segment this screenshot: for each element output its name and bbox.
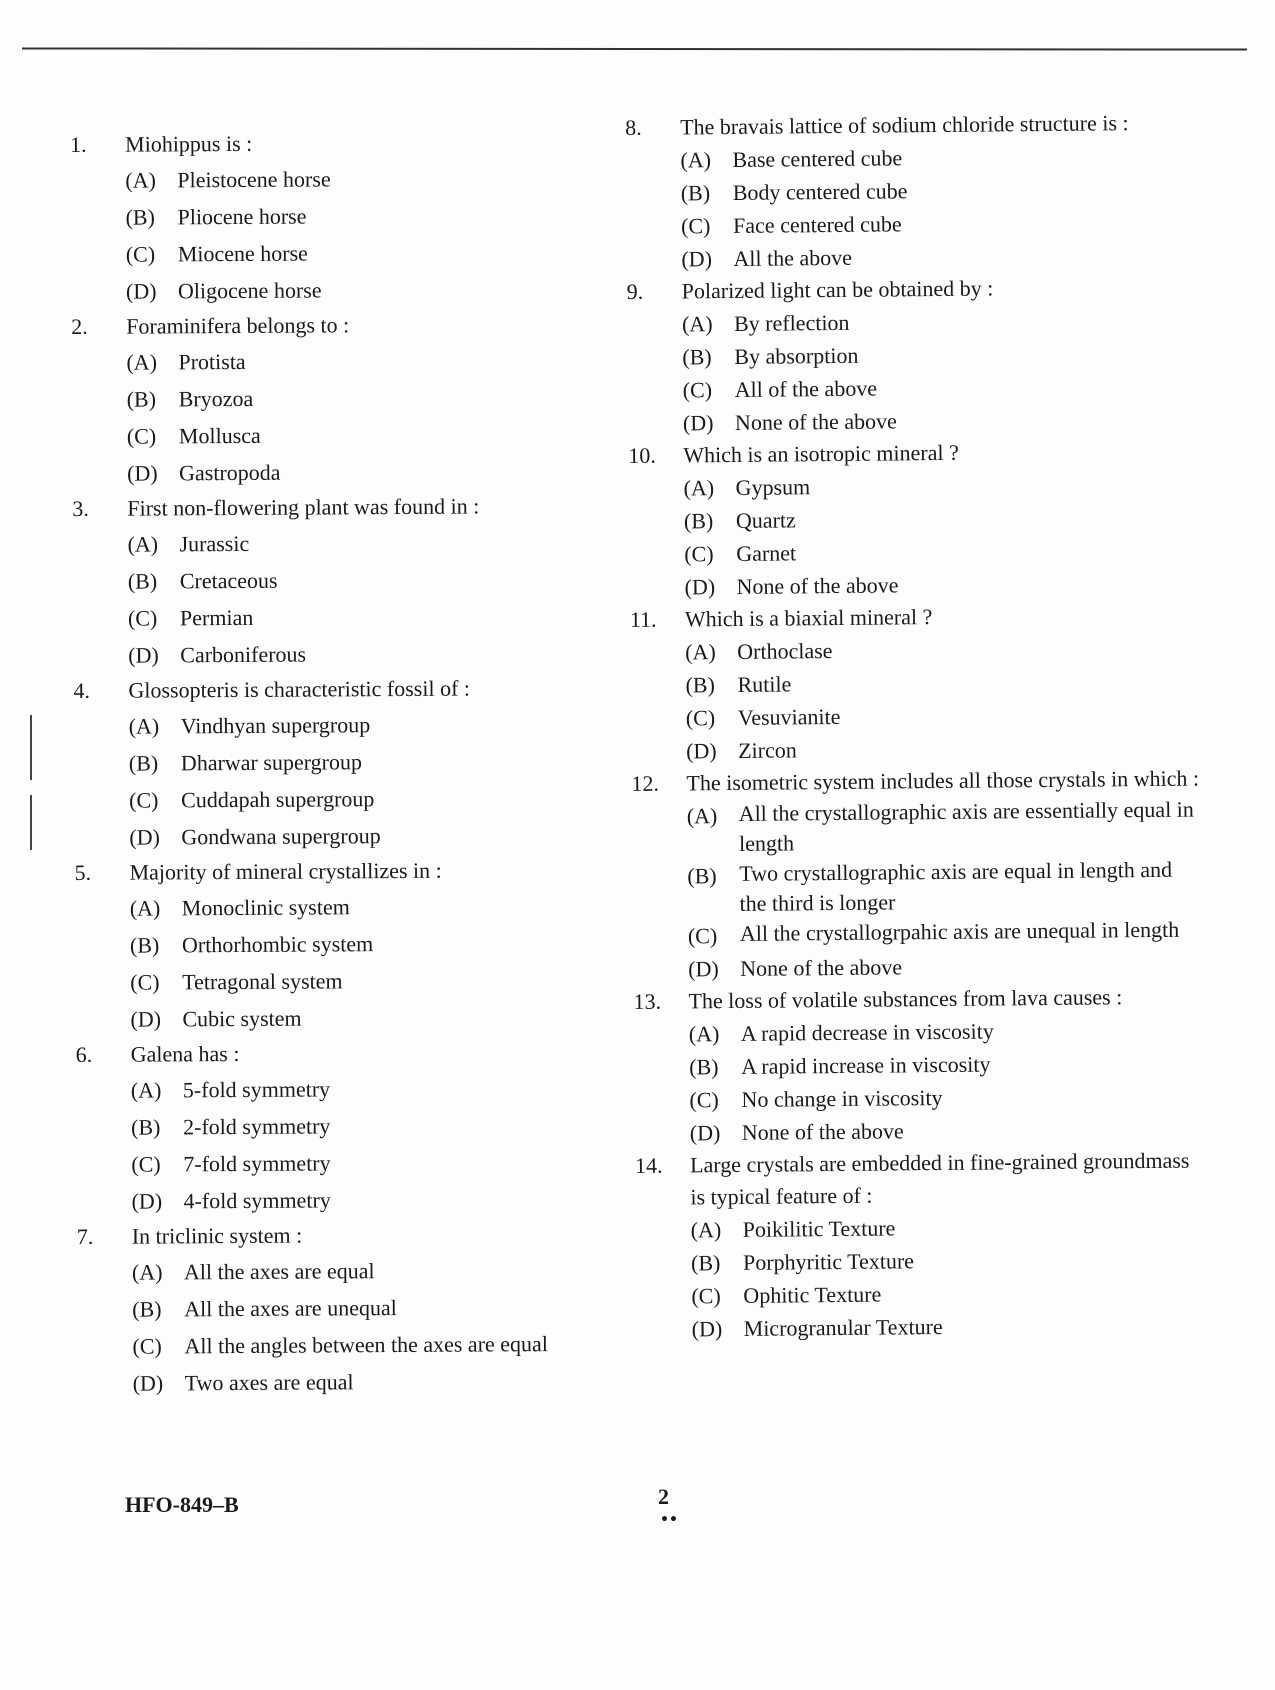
option-text: Cretaceous bbox=[179, 567, 278, 594]
option-text: Tetragonal system bbox=[182, 968, 343, 995]
option-letter: (B) bbox=[127, 568, 158, 594]
option-letter: (A) bbox=[126, 349, 158, 375]
option-text: Miocene horse bbox=[177, 240, 308, 267]
option-letter: (D) bbox=[127, 460, 158, 486]
question-text: First non-flowering plant was found in : bbox=[127, 493, 480, 521]
answer-option bbox=[688, 914, 1203, 952]
question-stem bbox=[635, 1144, 1206, 1213]
answer-option bbox=[685, 631, 1200, 669]
answer-option bbox=[683, 467, 1198, 505]
answer-option bbox=[686, 697, 1201, 735]
option-text: Jurassic bbox=[179, 530, 250, 557]
option-letter: (B) bbox=[128, 750, 159, 776]
answer-option bbox=[125, 196, 630, 236]
option-letter: (D) bbox=[129, 824, 160, 850]
option-letter: (B) bbox=[680, 180, 711, 206]
answer-option bbox=[127, 452, 632, 492]
answer-option bbox=[681, 205, 1196, 243]
question-text: Which is an isotropic mineral ? bbox=[683, 439, 959, 468]
answer-option bbox=[686, 729, 1201, 767]
option-text: Orthorhombic system bbox=[181, 931, 374, 958]
option-text: All the crystallographic axis are essentially equal in length bbox=[738, 796, 1194, 856]
option-letter: (A) bbox=[128, 713, 160, 739]
option-letter: (D) bbox=[681, 246, 713, 272]
option-text: Pliocene horse bbox=[177, 203, 307, 230]
option-text: Gastropoda bbox=[179, 459, 281, 486]
answer-option bbox=[683, 369, 1198, 407]
option-letter: (B) bbox=[690, 1250, 721, 1276]
answer-option bbox=[129, 742, 634, 782]
option-text: 2-fold symmetry bbox=[183, 1113, 331, 1140]
question-text: Polarized light can be obtained by : bbox=[681, 275, 994, 304]
option-list bbox=[126, 341, 632, 492]
question-stem bbox=[73, 671, 633, 708]
option-text: All the axes are unequal bbox=[184, 1295, 397, 1322]
option-text: Two crystallographic axis are equal in length and the third is longer bbox=[739, 856, 1173, 916]
answer-option bbox=[127, 415, 632, 455]
option-text: Poikilitic Texture bbox=[742, 1215, 896, 1242]
option-text: Face centered cube bbox=[732, 211, 902, 238]
option-text: Mollusca bbox=[178, 422, 261, 449]
question-number: 10. bbox=[628, 442, 656, 468]
option-text: Garnet bbox=[736, 540, 797, 566]
option-text: Protista bbox=[178, 348, 246, 375]
option-letter: (C) bbox=[682, 377, 713, 403]
answer-option bbox=[690, 1111, 1205, 1149]
answer-option bbox=[683, 402, 1198, 440]
option-text: Dharwar supergroup bbox=[180, 749, 362, 776]
question bbox=[633, 980, 1205, 1149]
question bbox=[628, 435, 1200, 604]
option-letter: (A) bbox=[130, 1077, 162, 1103]
option-letter: (A) bbox=[688, 1021, 720, 1047]
question-stem bbox=[72, 489, 632, 526]
option-letter: (A) bbox=[131, 1259, 163, 1285]
question-text: The loss of volatile substances from lava causes : bbox=[688, 984, 1123, 1014]
question-text: Foraminifera belongs to : bbox=[126, 312, 350, 339]
option-letter: (C) bbox=[129, 787, 159, 813]
page-dots: •• bbox=[660, 1512, 678, 1528]
question-stem bbox=[74, 853, 634, 890]
question bbox=[631, 762, 1203, 985]
option-letter: (C) bbox=[132, 1333, 162, 1359]
option-letter: (B) bbox=[689, 1054, 719, 1080]
question-text: Glossopteris is characteristic fossil of : bbox=[128, 675, 471, 703]
left-column bbox=[70, 125, 638, 1402]
question-number: 4. bbox=[73, 677, 91, 703]
option-text: Pleistocene horse bbox=[177, 166, 331, 193]
option-text: Gypsum bbox=[735, 474, 811, 500]
option-letter: (D) bbox=[691, 1316, 723, 1342]
question-number: 13. bbox=[633, 988, 662, 1014]
option-list bbox=[683, 467, 1199, 604]
option-letter: (D) bbox=[689, 1120, 721, 1146]
question bbox=[73, 671, 634, 856]
answer-option bbox=[687, 794, 1203, 859]
answer-option bbox=[680, 139, 1195, 177]
option-text: All the crystallogrpahic axis are unequal in length bbox=[739, 916, 1180, 946]
question bbox=[71, 307, 632, 492]
question-stem bbox=[77, 1217, 637, 1254]
option-letter: (A) bbox=[686, 803, 718, 829]
question-number: 2. bbox=[71, 313, 88, 339]
option-text: Orthoclase bbox=[737, 638, 833, 664]
option-letter: (C) bbox=[685, 705, 716, 731]
answer-option bbox=[128, 634, 633, 674]
option-letter: (B) bbox=[129, 932, 160, 958]
option-letter: (A) bbox=[685, 639, 716, 665]
option-letter: (B) bbox=[682, 344, 712, 370]
question-text: Miohippus is : bbox=[125, 130, 253, 157]
option-list bbox=[689, 1012, 1205, 1149]
option-text: Gondwana supergroup bbox=[181, 823, 381, 850]
answer-option bbox=[132, 1251, 637, 1291]
option-letter: (B) bbox=[683, 508, 714, 534]
answer-option bbox=[682, 303, 1197, 341]
answer-option bbox=[129, 779, 634, 819]
scan-edge-mark bbox=[30, 715, 32, 780]
option-letter: (A) bbox=[127, 531, 159, 557]
answer-option bbox=[126, 341, 631, 381]
answer-option bbox=[130, 998, 635, 1038]
option-text: Monoclinic system bbox=[181, 894, 350, 921]
option-letter: (D) bbox=[128, 642, 159, 668]
option-text: 4-fold symmetry bbox=[183, 1187, 331, 1214]
question-number: 9. bbox=[626, 278, 644, 304]
option-letter: (B) bbox=[132, 1296, 162, 1322]
option-text: Microgranular Texture bbox=[743, 1314, 943, 1341]
option-letter: (D) bbox=[686, 738, 717, 764]
option-text: Zircon bbox=[738, 737, 797, 763]
option-text: Porphyritic Texture bbox=[742, 1248, 915, 1275]
answer-option bbox=[685, 664, 1200, 702]
answer-option bbox=[128, 560, 633, 600]
option-letter: (C) bbox=[680, 213, 711, 239]
option-letter: (D) bbox=[130, 1006, 162, 1032]
option-text: By reflection bbox=[733, 309, 850, 336]
scan-edge-mark bbox=[30, 795, 32, 850]
question-text: The bravais lattice of sodium chloride structure is : bbox=[680, 110, 1129, 140]
option-letter: (C) bbox=[689, 1087, 719, 1113]
option-list bbox=[131, 1069, 637, 1220]
option-text: Permian bbox=[179, 604, 254, 631]
answer-option bbox=[131, 1180, 636, 1220]
question-number: 3. bbox=[72, 495, 89, 521]
option-text: Bryozoa bbox=[178, 385, 254, 412]
question bbox=[630, 599, 1202, 768]
question-text: In triclinic system : bbox=[131, 1222, 303, 1249]
answer-option bbox=[129, 816, 634, 856]
option-letter: (B) bbox=[131, 1114, 161, 1140]
question-number: 11. bbox=[629, 606, 657, 632]
option-letter: (D) bbox=[688, 956, 719, 982]
option-letter: (D) bbox=[125, 278, 157, 304]
option-list bbox=[125, 159, 631, 310]
option-letter: (C) bbox=[125, 241, 156, 267]
option-list bbox=[680, 139, 1196, 276]
option-letter: (B) bbox=[126, 386, 157, 412]
answer-option bbox=[681, 238, 1196, 276]
answer-option bbox=[131, 1143, 636, 1183]
option-letter: (A) bbox=[125, 167, 156, 193]
answer-option bbox=[684, 566, 1199, 604]
question-number: 7. bbox=[76, 1223, 94, 1249]
option-text: None of the above bbox=[741, 1118, 904, 1145]
answer-option bbox=[688, 947, 1203, 985]
option-text: All of the above bbox=[734, 375, 878, 402]
option-text: Two axes are equal bbox=[184, 1369, 354, 1396]
option-text: Rutile bbox=[737, 671, 792, 697]
option-text: Vindhyan supergroup bbox=[180, 712, 371, 739]
option-letter: (A) bbox=[680, 147, 712, 173]
question-number: 1. bbox=[70, 131, 87, 157]
option-text: Cubic system bbox=[182, 1005, 302, 1032]
question bbox=[627, 271, 1199, 440]
option-letter: (D) bbox=[132, 1370, 164, 1396]
answer-option bbox=[130, 887, 635, 927]
option-text: A rapid increase in viscosity bbox=[741, 1051, 991, 1079]
question-number: 5. bbox=[74, 859, 92, 885]
option-text: 7-fold symmetry bbox=[183, 1150, 331, 1177]
option-letter: (C) bbox=[684, 541, 714, 567]
answer-option bbox=[689, 1012, 1204, 1050]
answer-option bbox=[127, 523, 632, 563]
option-letter: (C) bbox=[127, 605, 158, 631]
option-text: By absorption bbox=[734, 342, 859, 369]
option-letter: (D) bbox=[682, 410, 714, 436]
option-list bbox=[130, 887, 636, 1038]
answer-option bbox=[133, 1362, 638, 1402]
option-text: No change in viscosity bbox=[741, 1084, 943, 1112]
option-text: 5-fold symmetry bbox=[182, 1076, 331, 1103]
option-letter: (A) bbox=[683, 475, 715, 501]
option-text: Cuddapah supergroup bbox=[181, 786, 375, 813]
option-letter: (C) bbox=[126, 423, 157, 449]
option-text: All the angles between the axes are equal bbox=[184, 1331, 548, 1359]
question bbox=[635, 1144, 1207, 1345]
option-letter: (B) bbox=[687, 863, 717, 889]
question bbox=[72, 489, 633, 674]
question-number: 8. bbox=[625, 114, 642, 140]
option-list bbox=[129, 705, 635, 856]
option-letter: (C) bbox=[691, 1283, 721, 1309]
option-list bbox=[127, 523, 633, 674]
answer-option bbox=[689, 1045, 1204, 1083]
answer-option bbox=[692, 1307, 1207, 1345]
answer-option bbox=[130, 961, 635, 1001]
answer-option bbox=[125, 159, 630, 199]
question-number: 6. bbox=[75, 1041, 93, 1067]
option-letter: (A) bbox=[129, 895, 161, 921]
option-list bbox=[685, 631, 1201, 768]
answer-option bbox=[132, 1288, 637, 1328]
option-list bbox=[132, 1251, 638, 1402]
answer-option bbox=[126, 233, 631, 273]
option-text: All the above bbox=[733, 244, 853, 271]
question-number: 12. bbox=[631, 770, 660, 796]
option-text: Quartz bbox=[735, 507, 796, 533]
question-text: Large crystals are embedded in fine-grained groundmass is typical feature of : bbox=[689, 1147, 1190, 1210]
option-list bbox=[682, 303, 1198, 440]
option-text: Body centered cube bbox=[732, 178, 908, 205]
answer-option bbox=[131, 1106, 636, 1146]
answer-option bbox=[691, 1208, 1206, 1246]
answer-option bbox=[130, 924, 635, 964]
option-letter: (C) bbox=[687, 923, 718, 949]
answer-option bbox=[127, 378, 632, 418]
answer-option bbox=[131, 1069, 636, 1109]
option-letter: (C) bbox=[130, 969, 160, 995]
option-text: None of the above bbox=[734, 408, 897, 435]
option-letter: (C) bbox=[131, 1151, 161, 1177]
option-text: Carboniferous bbox=[180, 641, 307, 668]
answer-option bbox=[689, 1078, 1204, 1116]
option-text: Base centered cube bbox=[732, 145, 903, 172]
answer-option bbox=[691, 1241, 1206, 1279]
question-text: Majority of mineral crystallizes in : bbox=[129, 857, 442, 885]
option-text: Ophitic Texture bbox=[743, 1281, 882, 1308]
top-rule bbox=[22, 47, 1247, 50]
option-list bbox=[687, 794, 1204, 985]
option-letter: (A) bbox=[681, 311, 713, 337]
option-letter: (A) bbox=[690, 1217, 722, 1243]
answer-option bbox=[129, 705, 634, 745]
question bbox=[70, 125, 631, 310]
question-stem bbox=[71, 307, 631, 344]
question-stem bbox=[76, 1035, 636, 1072]
question-number: 14. bbox=[634, 1152, 663, 1178]
answer-option bbox=[126, 270, 631, 310]
question bbox=[76, 1035, 637, 1220]
question-text: Which is a biaxial mineral ? bbox=[684, 604, 933, 632]
option-letter: (D) bbox=[684, 574, 716, 600]
answer-option bbox=[681, 172, 1196, 210]
question-stem bbox=[70, 125, 630, 162]
answer-option bbox=[684, 500, 1199, 538]
option-text: None of the above bbox=[740, 954, 903, 981]
page-number: 2 bbox=[658, 1484, 669, 1509]
option-text: Vesuvianite bbox=[737, 703, 841, 730]
answer-option bbox=[687, 854, 1203, 919]
answer-option bbox=[128, 597, 633, 637]
option-text: A rapid decrease in viscosity bbox=[740, 1018, 994, 1046]
answer-option bbox=[682, 336, 1197, 374]
answer-option bbox=[132, 1325, 637, 1365]
paper-code: HFO-849–B bbox=[125, 1492, 239, 1517]
question bbox=[625, 107, 1197, 276]
right-column bbox=[625, 107, 1207, 1346]
answer-option bbox=[684, 533, 1199, 571]
question bbox=[74, 853, 635, 1038]
option-letter: (B) bbox=[125, 204, 155, 230]
question-text: Galena has : bbox=[130, 1040, 240, 1067]
answer-option bbox=[691, 1274, 1206, 1312]
question-text: The isometric system includes all those crystals in which : bbox=[686, 765, 1200, 796]
option-text: None of the above bbox=[736, 572, 899, 599]
option-list bbox=[691, 1208, 1207, 1345]
option-text: All the axes are equal bbox=[183, 1258, 375, 1285]
option-letter: (B) bbox=[685, 672, 715, 698]
option-letter: (D) bbox=[131, 1188, 163, 1214]
option-text: Oligocene horse bbox=[177, 277, 322, 304]
question bbox=[77, 1217, 638, 1402]
